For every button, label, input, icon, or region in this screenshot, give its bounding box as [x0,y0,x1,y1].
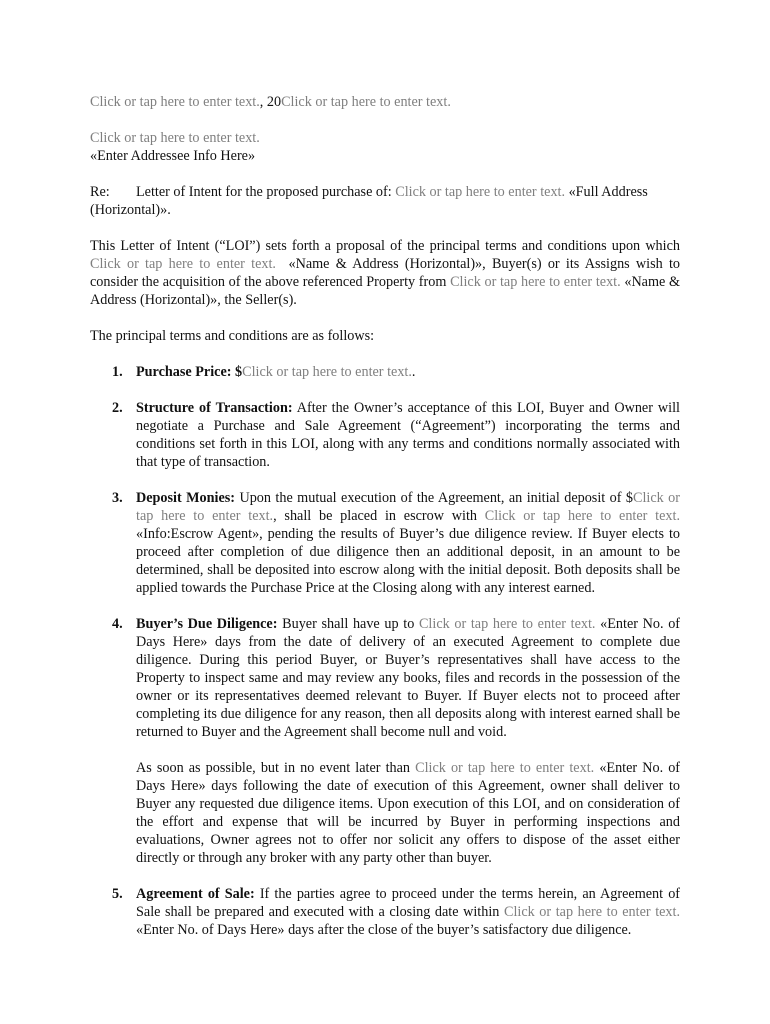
item-text-1: If the parties agree to proceed under the terms herein, an Agreement of Sale shall be prepared and executed with a closing date within [136,886,681,920]
re-line [90,183,680,219]
intro-text-1: This Letter of Intent (“LOI”) sets forth a proposal of the principal terms and conditions upon which [90,238,680,254]
document-page [90,93,680,939]
principal-terms-heading: The principal terms and conditions are as follows: [90,328,375,344]
due-diligence-paragraph-2 [136,759,680,867]
item-title: Structure of Transaction: [136,400,293,416]
item-text-1: Buyer shall have up to [282,616,415,632]
item-text-3: «Info:Escrow Agent», pending the results of Buyer’s due diligence review. If Buyer elects to proceed after completion of due diligence then an additional deposit, in an amount to be determined, shall be deposited into escrow along with the initial deposit. Both deposits shall be applied towards the Purchase Price at the Closing along with any interest earned. [136,526,680,596]
intro-text-3: «Name & Address (Horizontal)», the Seller(s). [90,274,681,308]
item-title: Agreement of Sale: [136,886,255,902]
item-text-2: , shall be placed in escrow with [273,508,477,524]
intro-paragraph [90,237,680,309]
item-number: 3. [112,490,123,506]
item-text-4: «Enter No. of Days Here» days following the date of execution of this Agreement, owner shall deliver to Buyer any requested due diligence items. Upon execution of this LOI, and on consideration of the effort and expense that will be incurred by Buyer in performing inspections and evaluations, Owner agrees not to offer nor solicit any offers to dispose of the asset either directly or through any broker with any party other than buyer. [136,760,681,866]
item-number: 5. [112,886,123,902]
terms-list [90,363,680,939]
item-text: After the Owner’s acceptance of this LOI, Buyer and Owner will negotiate a Purchase and Sale Agreement (“Agreement”) incorporating the terms and conditions set forth in this LOI, along with any terms and conditions normally associated with that type of transaction. [136,400,681,470]
property-placeholder-field[interactable]: Click or tap here to enter text. [395,184,566,200]
item-title: Deposit Monies: [136,490,236,506]
date-placeholder-field[interactable]: Click or tap here to enter text. [90,94,260,110]
list-item-due-diligence [90,615,680,867]
re-label: Re: [90,184,110,200]
addressee-merge-field: «Enter Addressee Info Here» [90,148,256,164]
delivery-days-placeholder-field[interactable]: Click or tap here to enter text. [415,760,595,776]
item-title: Purchase Price: $ [136,364,243,380]
list-item-agreement-of-sale [90,885,680,939]
item-number: 2. [112,400,123,416]
seller-placeholder-field[interactable]: Click or tap here to enter text. [450,274,621,290]
list-item-deposit [90,489,680,597]
item-number: 1. [112,364,123,380]
item-number: 4. [112,616,123,632]
escrow-placeholder-field[interactable]: Click or tap here to enter text. [484,508,680,524]
addressee-block [90,129,680,165]
year-placeholder-field[interactable]: Click or tap here to enter text. [281,94,451,110]
item-text-1: Upon the mutual execution of the Agreement, an initial deposit of $ [239,490,633,506]
buyer-placeholder-field[interactable]: Click or tap here to enter text. [90,256,276,272]
closing-days-placeholder-field[interactable]: Click or tap here to enter text. [503,904,681,920]
date-separator: , 20 [259,94,282,110]
item-text-2: «Enter No. of Days Here» days after the close of the buyer’s satisfactory due diligence. [136,922,632,938]
item-text-2: «Enter No. of Days Here» days from the date of delivery of an executed Agreement to complete due diligence. During this period Buyer, or Buyer’s representatives shall have access to the Property to inspect same and may review any books, files and records in the possession of the owner or its representatives deemed relevant to Buyer. If Buyer elects not to proceed after completing its due diligence for any reason, then all deposits along with interest earned shall be returned to Buyer and the Agreement shall become null and void. [136,616,681,740]
list-item-structure [90,399,680,471]
full-address-merge-field: «Full Address (Horizontal)». [90,184,648,218]
price-placeholder-field[interactable]: Click or tap here to enter text. [242,364,412,380]
item-title: Buyer’s Due Diligence: [136,616,278,632]
diligence-days-placeholder-field[interactable]: Click or tap here to enter text. [418,616,596,632]
addressee-placeholder-field[interactable]: Click or tap here to enter text. [90,130,260,146]
re-text: Letter of Intent for the proposed purchase of: [136,184,392,200]
deposit-placeholder-field[interactable]: Click or tap here to enter text. [136,490,680,524]
list-item-purchase-price [90,363,680,381]
item-text-3: As soon as possible, but in no event later than [136,760,410,776]
intro-text-2: «Name & Address (Horizontal)», Buyer(s) or its Assigns wish to consider the acquisition of the above referenced Property from [90,256,681,290]
date-line [90,93,680,111]
item-text: . [411,364,416,380]
